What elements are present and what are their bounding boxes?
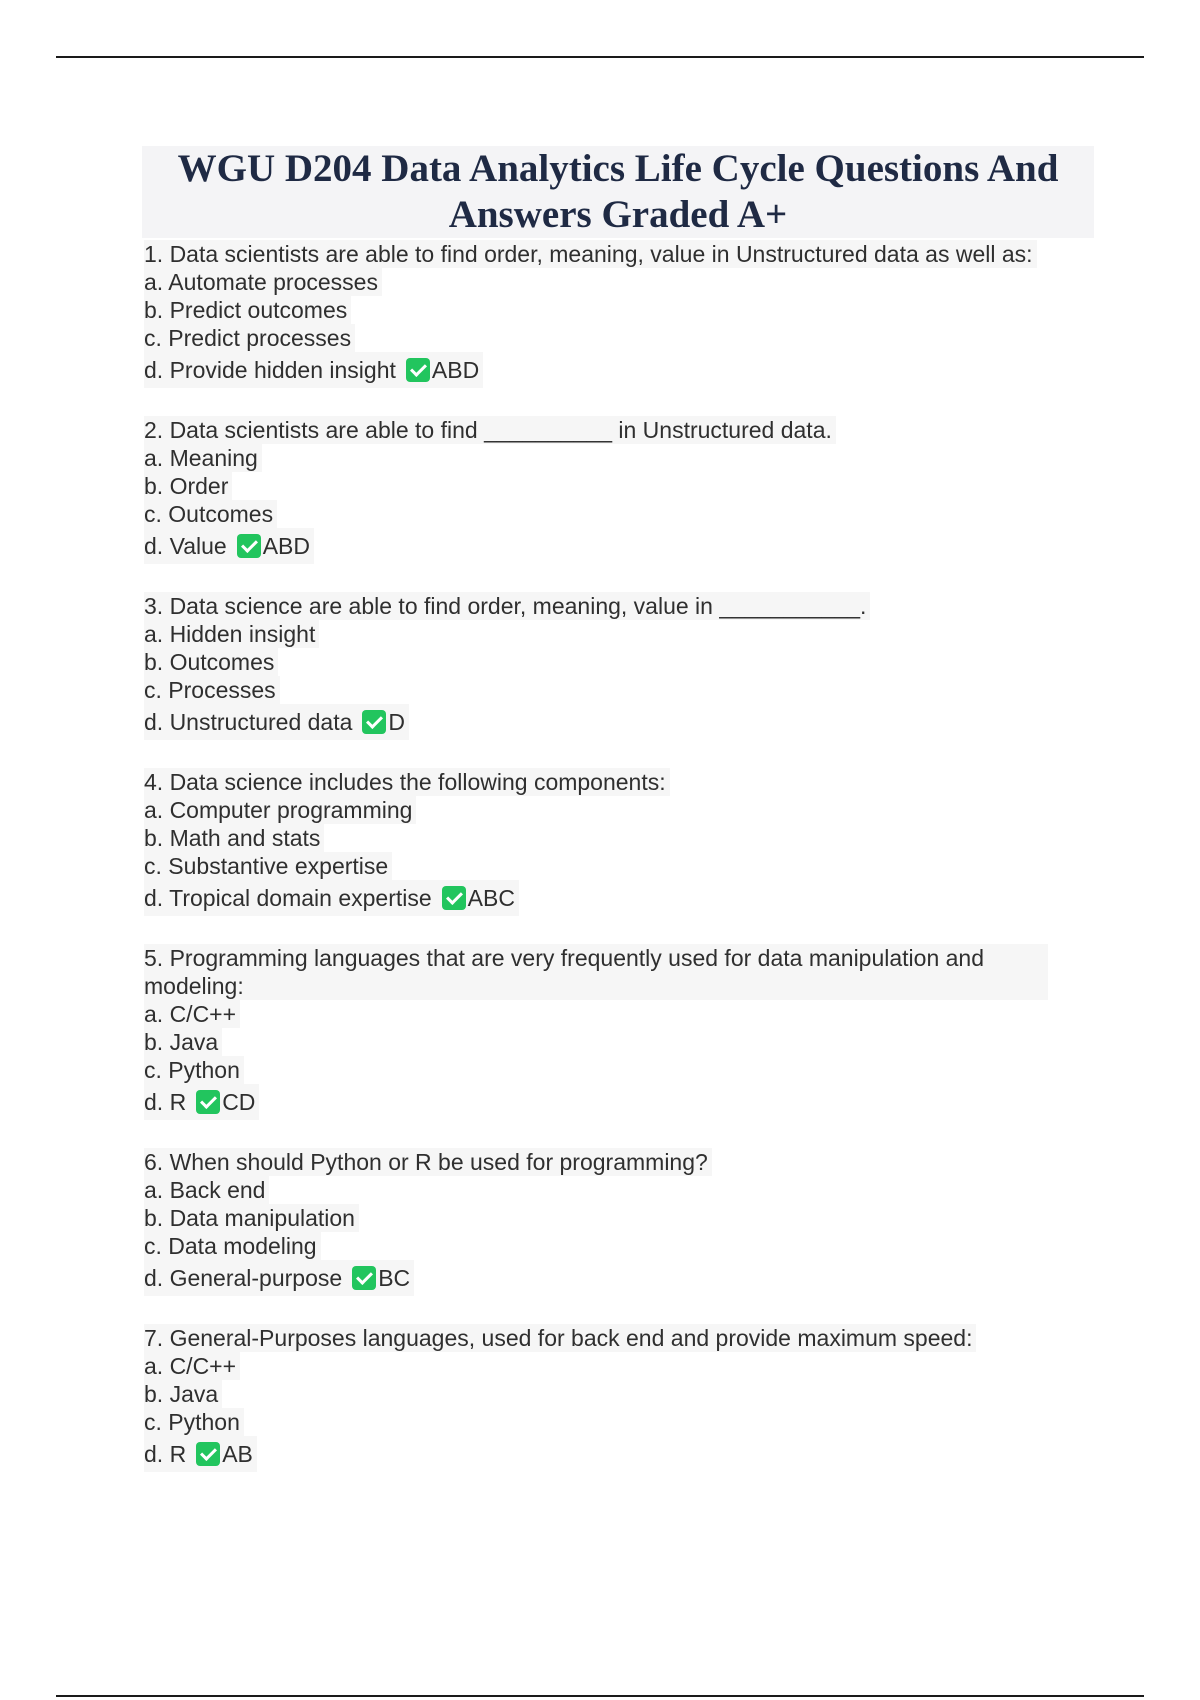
top-rule [56, 56, 1144, 58]
question-4 [144, 768, 1094, 916]
answer-key: ABD [431, 357, 480, 383]
check-icon [196, 1442, 220, 1466]
question-prompt: 5. Programming languages that are very frequently used for data manipulation and modeling: [144, 944, 1048, 1000]
option-d: d. General-purpose [144, 1265, 343, 1291]
option-a: a. Computer programming [144, 796, 416, 824]
option-d: d. Tropical domain expertise [144, 885, 432, 911]
option-b: b. Java [144, 1380, 222, 1408]
option-d: d. R [144, 1089, 187, 1115]
document-body [144, 146, 1094, 1500]
answer-key: ABD [262, 533, 310, 559]
option-a: a. Automate processes [144, 268, 382, 296]
question-prompt: 7. General-Purposes languages, used for back end and provide maximum speed: [144, 1324, 976, 1352]
option-d: d. Unstructured data [144, 709, 353, 735]
answer-key: BC [378, 1265, 411, 1291]
option-d-answer-row [144, 704, 409, 740]
document-title: WGU D204 Data Analytics Life Cycle Questions And Answers Graded A+ [142, 146, 1094, 238]
check-icon [362, 710, 386, 734]
option-a: a. Back end [144, 1176, 269, 1204]
option-c: c. Outcomes [144, 500, 277, 528]
option-d-answer-row [144, 352, 483, 388]
option-d-answer-row [144, 1436, 257, 1472]
option-c: c. Data modeling [144, 1232, 321, 1260]
question-prompt: 6. When should Python or R be used for programming? [144, 1148, 712, 1176]
option-c: c. Python [144, 1056, 244, 1084]
check-icon [237, 534, 261, 558]
question-2 [144, 416, 1094, 564]
question-prompt: 1. Data scientists are able to find order, meaning, value in Unstructured data as well as: [144, 240, 1037, 268]
question-3 [144, 592, 1094, 740]
option-c: c. Substantive expertise [144, 852, 392, 880]
option-d: d. Provide hidden insight [144, 357, 396, 383]
answer-key: AB [222, 1441, 253, 1467]
answer-key: D [388, 709, 406, 735]
option-d: d. R [144, 1441, 187, 1467]
question-prompt: 4. Data science includes the following components: [144, 768, 670, 796]
question-prompt: 3. Data science are able to find order, meaning, value in ___________. [144, 592, 870, 620]
question-prompt: 2. Data scientists are able to find __________ in Unstructured data. [144, 416, 836, 444]
answer-key: ABC [467, 885, 515, 911]
option-d-answer-row [144, 1084, 259, 1120]
bottom-rule [56, 1695, 1144, 1697]
option-c: c. Python [144, 1408, 244, 1436]
option-d: d. Value [144, 533, 227, 559]
question-7 [144, 1324, 1094, 1472]
option-a: a. Hidden insight [144, 620, 319, 648]
check-icon [196, 1090, 220, 1114]
option-a: a. C/C++ [144, 1352, 240, 1380]
question-1 [144, 240, 1094, 388]
option-d-answer-row [144, 1260, 414, 1296]
option-b: b. Predict outcomes [144, 296, 351, 324]
option-b: b. Outcomes [144, 648, 278, 676]
check-icon [442, 886, 466, 910]
option-a: a. C/C++ [144, 1000, 240, 1028]
option-b: b. Data manipulation [144, 1204, 359, 1232]
option-c: c. Predict processes [144, 324, 355, 352]
question-6 [144, 1148, 1094, 1296]
option-c: c. Processes [144, 676, 280, 704]
answer-key: CD [222, 1089, 256, 1115]
option-b: b. Java [144, 1028, 222, 1056]
check-icon [352, 1266, 376, 1290]
check-icon [406, 358, 430, 382]
option-b: b. Order [144, 472, 232, 500]
option-b: b. Math and stats [144, 824, 324, 852]
option-d-answer-row [144, 880, 519, 916]
question-5 [144, 944, 1094, 1120]
option-a: a. Meaning [144, 444, 262, 472]
option-d-answer-row [144, 528, 314, 564]
